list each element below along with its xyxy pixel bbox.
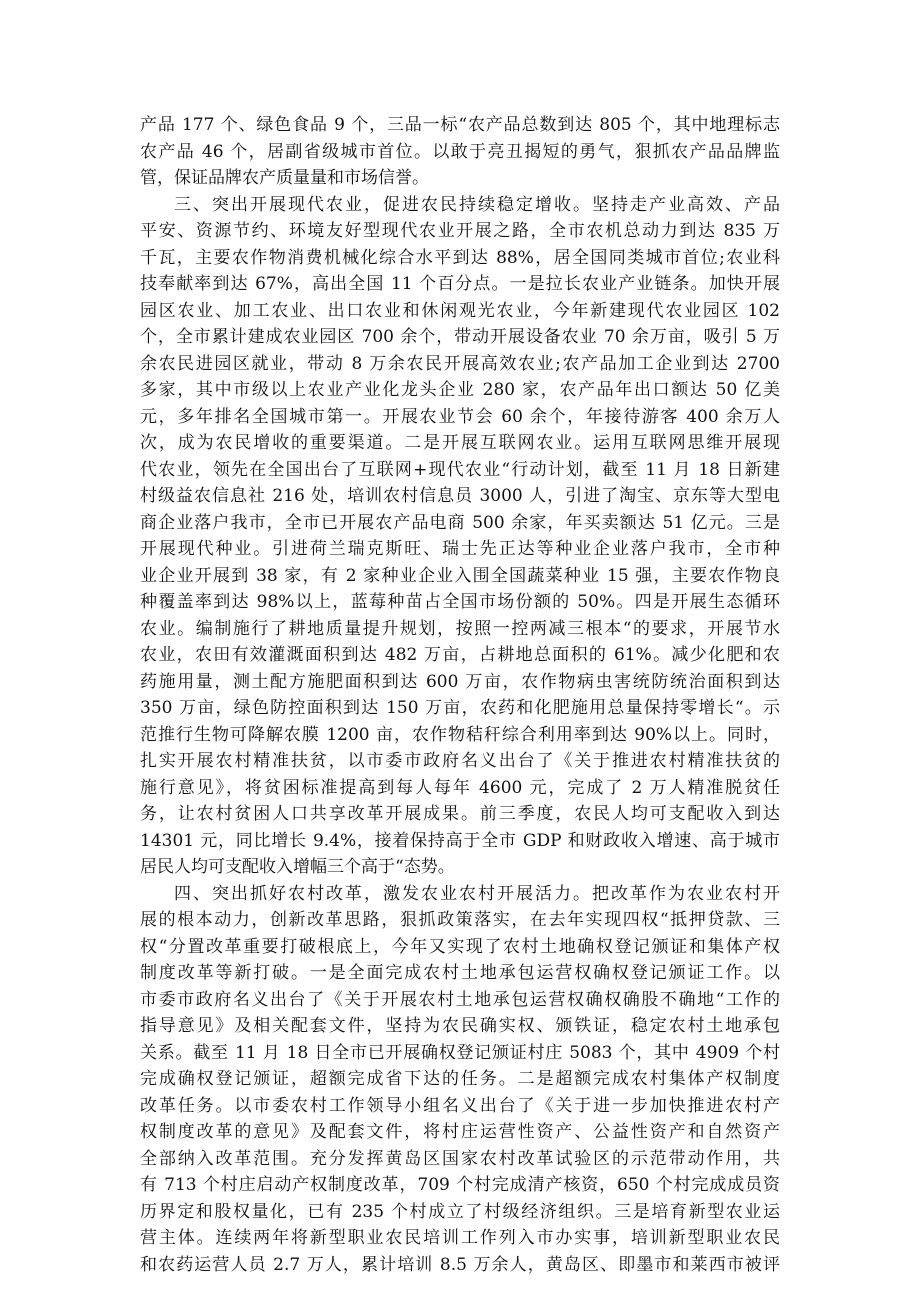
text-line: 元，多年排名全国城市第一。开展农业节会 60 余个，年接待游客 400 余万人	[140, 406, 780, 427]
text-line: 农业，农田有效灌溉面积到达 482 万亩，占耕地总面积的 61%。减少化肥和农	[140, 645, 780, 665]
text-line: 个，全市累计建成农业园区 700 余个，带动开展设备农业 70 余万亩，吸引 5 万	[140, 327, 780, 347]
text-line: 村级益农信息社 216 处，培训农村信息员 3000 人，引进了淘宝、京东等大型电	[140, 486, 780, 506]
text-line: 14301 元，同比增长 9.4%，接着保持高于全市 GDP 和财政收入增速、高于城市	[140, 830, 780, 851]
text-line: 余农民进园区就业，带动 8 万余农民开展高效农业;农产品加工企业到达 2700	[140, 353, 780, 374]
text-line: 产品 177 个、绿色食品 9 个，三品一标“农产品总数到达 805 个，其中地理标志	[140, 115, 780, 135]
text-line: 权制度改革的意见》及配套文件，将村庄运营性资产、公益性资产和自然资产	[140, 1122, 780, 1142]
text-line: 营主体。连续两年将新型职业农民培训工作列入市办实事，培训新型职业农民	[140, 1228, 780, 1248]
text-line: 技奉献率到达 67%，高出全国 11 个百分点。一是拉长农业产业链条。加快开展	[140, 274, 780, 294]
text-line: 药施用量，测土配方施肥面积到达 600 万亩，农作物病虫害统防统治面积到达	[140, 671, 780, 692]
text-line: 施行意见》，将贫困标准提高到每人每年 4600 元，完成了 2 万人精准脱贫任	[140, 777, 780, 798]
text-line: 园区农业、加工农业、出口农业和休闲观光农业，今年新建现代农业园区 102	[140, 300, 780, 321]
paragraph-start-line: 四、突出抓好农村改革，激发农业农村开展活力。把改革作为农业农村开	[174, 883, 780, 904]
text-line: 历界定和股权量化，已有 235 个村成立了村级经济组织。三是培育新型农业运	[140, 1201, 780, 1222]
text-line: 指导意见》及相关配套文件，坚持为农民确实权、颁铁证，稳定农村土地承包	[140, 1016, 780, 1036]
text-line: 农产品 46 个，居副省级城市首位。以敢于亮丑揭短的勇气，狠抓农产品品牌监	[140, 141, 780, 162]
text-line: 业企业开展到 38 家，有 2 家种业企业入围全国蔬菜种业 15 强，主要农作物良	[140, 565, 780, 586]
text-line: 务，让农村贫困人口共享改革开展成果。前三季度，农民人均可支配收入到达	[140, 804, 780, 824]
text-line: 扎实开展农村精准扶贫，以市委市政府名义出台了《关于推进农村精准扶贫的	[140, 751, 780, 771]
text-line: 商企业落户我市，全市已开展农产品电商 500 余家，年买卖额达 51 亿元。三是	[140, 512, 780, 533]
text-line: 次，成为农民增收的重要渠道。二是开展互联网农业。运用互联网思维开展现	[140, 433, 780, 453]
text-line: 展的根本动力，创新改革思路，狠抓政策落实，在去年实现四权“抵押贷款、三	[140, 910, 780, 930]
text-line: 平安、资源节约、环境友好型现代农业开展之路，全市农机总动力到达 835 万	[140, 221, 780, 241]
text-line: 改革任务。以市委农村工作领导小组名义出台了《关于进一步加快推进农村产	[140, 1095, 780, 1116]
text-line: 市委市政府名义出台了《关于开展农村土地承包运营权确权确股不确地“工作的	[140, 989, 780, 1010]
text-line: 350 万亩，绿色防控面积到达 150 万亩，农药和化肥施用总量保持零增长“。示	[140, 698, 780, 718]
text-line: 农业。编制施行了耕地质量提升规划，按照一控两减三根本“的要求，开展节水	[140, 618, 780, 639]
text-line: 权“分置改革重要打破根底上，今年又实现了农村土地确权登记颁证和集体产权	[140, 936, 780, 957]
text-line: 居民人均可支配收入增幅三个高于“态势。	[140, 857, 455, 877]
text-line: 范推行生物可降解农膜 1200 亩，农作物秸秆综合利用率到达 90%以上。同时，	[140, 724, 780, 745]
text-line: 开展现代种业。引进荷兰瑞克斯旺、瑞士先正达等种业企业落户我市，全市种	[140, 539, 780, 559]
body-text	[140, 112, 780, 1278]
text-line: 代农业，领先在全国出台了互联网+现代农业“行动计划，截至 11 月 18 日新建	[140, 459, 780, 480]
text-line: 多家，其中市级以上农业产业化龙头企业 280 家，农产品年出口额达 50 亿美	[140, 380, 780, 400]
text-line: 管，保证品牌农产质量量和市场信誉。	[140, 168, 429, 188]
text-line: 关系。截至 11 月 18 日全市已开展确权登记颁证村庄 5083 个，其中 4909 个村	[140, 1042, 780, 1063]
text-line: 种覆盖率到达 98%以上，蓝莓种苗占全国市场份额的 50%。四是开展生态循环	[140, 592, 780, 612]
paragraph-start-line: 三、突出开展现代农业，促进农民持续稳定增收。坚持走产业高效、产品	[174, 194, 780, 215]
text-line: 千瓦，主要农作物消费机械化综合水平到达 88%，居全国同类城市首位;农业科	[140, 247, 780, 268]
text-line: 完成确权登记颁证，超额完成省下达的任务。二是超额完成农村集体产权制度	[140, 1069, 780, 1089]
text-line: 和农药运营人员 2.7 万人，累计培训 8.5 万余人，黄岛区、即墨市和莱西市被评	[140, 1254, 780, 1275]
text-line: 全部纳入改革范围。充分发挥黄岛区国家农村改革试验区的示范带动作用，共	[140, 1148, 780, 1169]
text-line: 有 713 个村庄启动产权制度改革，709 个村完成清产核资，650 个村完成成员资	[140, 1175, 780, 1195]
text-line: 制度改革等新打破。一是全面完成农村土地承包运营权确权登记颁证工作。以	[140, 963, 780, 983]
